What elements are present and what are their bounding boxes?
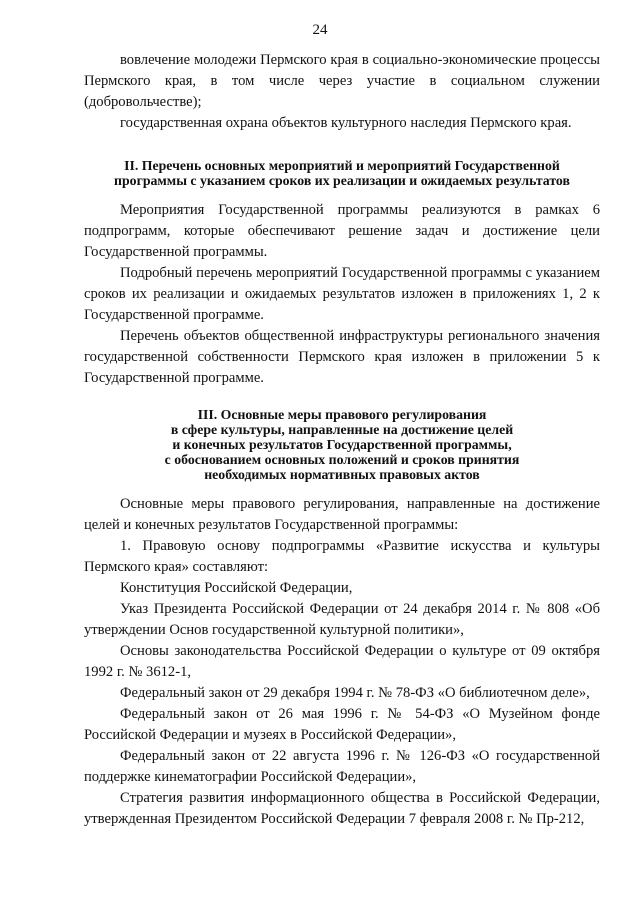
section-heading-line: и конечных результатов Государственной программы, xyxy=(172,437,512,452)
body-paragraph: вовлечение молодежи Пермского края в социально-экономические процессы Пермского края, в том числе через участие в социальном служении (добровольчестве); xyxy=(84,52,600,110)
page-content xyxy=(84,50,600,830)
section-heading-line: в сфере культуры, направленные на достижение целей xyxy=(170,422,514,437)
body-paragraph: Конституция Российской Федерации, xyxy=(120,580,353,596)
body-paragraph: государственная охрана объектов культурного наследия Пермского края. xyxy=(120,115,572,131)
section-heading-line: с обоснованием основных положений и сроков принятия xyxy=(164,452,520,467)
page-number: 24 xyxy=(312,22,328,38)
body-paragraph: Федеральный закон от 29 декабря 1994 г. № 78-ФЗ «О библиотечном деле», xyxy=(120,685,590,701)
section-heading-line: необходимых нормативных правовых актов xyxy=(204,467,480,482)
section-3-heading xyxy=(84,407,600,482)
section-2-heading xyxy=(84,158,600,188)
section-heading-line: программы с указанием сроков их реализации и ожидаемых результатов xyxy=(114,173,570,188)
body-paragraph: Федеральный закон от 26 мая 1996 г. № 54-ФЗ «О Музейном фонде Российской Федерации и музеях в Российской Федерации», xyxy=(84,706,600,743)
body-paragraph: Федеральный закон от 22 августа 1996 г. № 126-ФЗ «О государственной поддержке кинематографии Российской Федерации», xyxy=(84,748,600,785)
body-paragraph: Подробный перечень мероприятий Государственной программы с указанием сроков их реализации и ожидаемых результатов изложен в приложениях 1, 2 к Государственной программе. xyxy=(84,265,600,323)
body-paragraph: 1. Правовую основу подпрограммы «Развитие искусства и культуры Пермского края» составляют: xyxy=(84,538,600,575)
body-paragraph: Мероприятия Государственной программы реализуются в рамках 6 подпрограмм, которые обеспечивают решение задач и достижение цели Государственной программы. xyxy=(84,202,600,260)
body-paragraph: Основные меры правового регулирования, направленные на достижение целей и конечных результатов Государственной программы: xyxy=(84,496,600,533)
body-paragraph: Перечень объектов общественной инфраструктуры регионального значения государственной собственности Пермского края изложен в приложении 5 к Государственной программе. xyxy=(84,328,600,386)
body-paragraph: Основы законодательства Российской Федерации о культуре от 09 октября 1992 г. № 3612-1, xyxy=(84,643,600,680)
body-paragraph: Стратегия развития информационного общества в Российской Федерации, утвержденная Президентом Российской Федерации 7 февраля 2008 г. № Пр-212, xyxy=(84,790,600,827)
section-heading-line: III. Основные меры правового регулирования xyxy=(197,407,487,422)
body-paragraph: Указ Президента Российской Федерации от 24 декабря 2014 г. № 808 «Об утверждении Основ государственной культурной политики», xyxy=(84,601,600,638)
section-heading-line: II. Перечень основных мероприятий и мероприятий Государственной xyxy=(124,158,560,173)
